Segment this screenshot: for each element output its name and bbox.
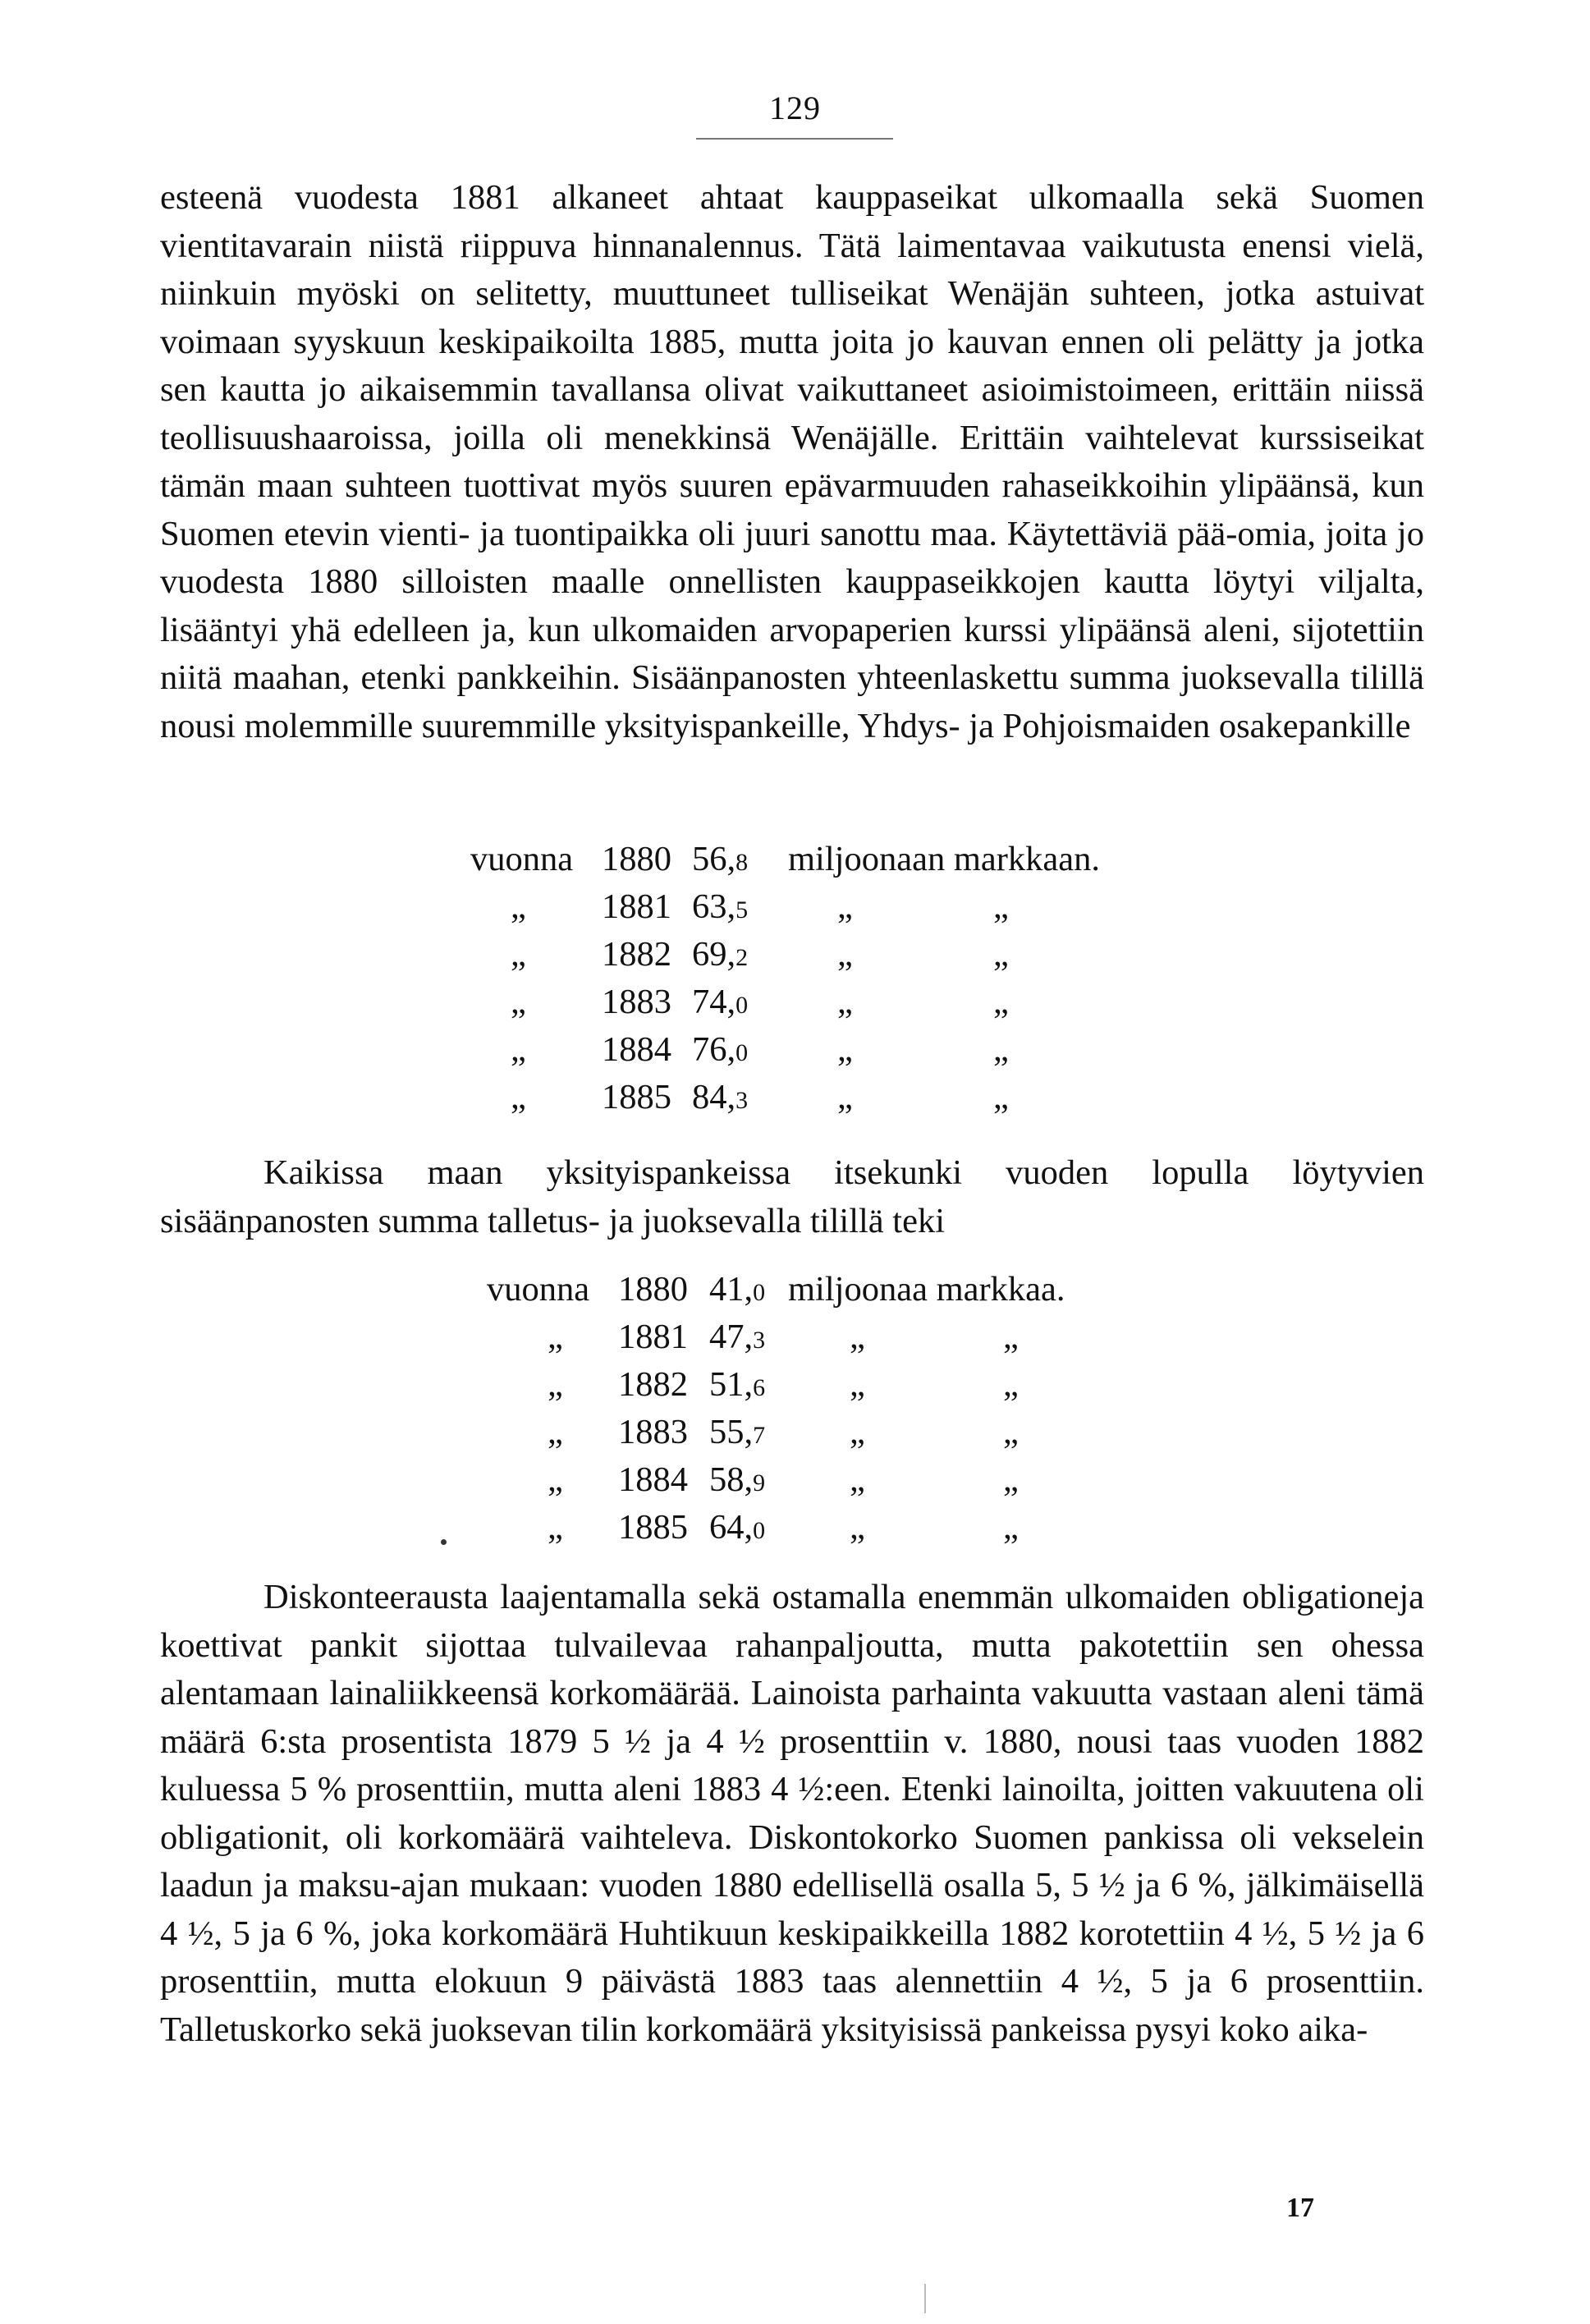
- paragraph-2: Kaikissa maan yksityispankeissa itsekunki vuoden lopulla löytyvien sisäänpanosten summa talletus- ja juoksevalla tilillä teki: [160, 1153, 1424, 1240]
- row-year: 1882: [618, 1365, 688, 1404]
- row-ditto: „: [837, 1078, 853, 1116]
- row-ditto: „: [993, 1078, 1009, 1116]
- row-ditto: „: [850, 1460, 865, 1499]
- row-year: 1884: [602, 1030, 671, 1069]
- row-ditto: „: [850, 1508, 865, 1547]
- row-value: 47,3: [709, 1318, 766, 1356]
- row-value: 74,0: [692, 983, 749, 1021]
- row-value: 55,7: [709, 1413, 766, 1451]
- paragraph-3: Diskonteerausta laajentamalla sekä ostamalla enemmän ulkomaiden obligationeja koettivat pankit sijottaa tulvailevaa rahanpaljoutta, mutta pakotettiin sen ohessa alentamaan lainaliikkeensä korkomäärää. Lainoista parhainta vakuutta vastaan aleni tämä määrä 6:sta prosentista 1879 5 ½ ja 4 ½ prosenttiin v. 1880, nousi taas vuoden 1882 kuluessa 5 % prosenttiin, mutta aleni 1883 4 ½:een. Etenki lainoilta, joitten vakuutena oli obligationit, oli korkomäärä vaihteleva. Diskontokorko Suomen pankissa oli vekselein laadun ja maksu-ajan mukaan: vuoden 1880 edellisellä osalla 5, 5 ½ ja 6 %, jälkimäisellä 4 ½, 5 ja 6 %, joka korkomäärä Huhtikuun keskipaikkeilla 1882 korotettiin 4 ½, 5 ½ ja 6 prosenttiin, mutta elokuun 9 päivästä 1883 taas alennettiin 4 ½, 5 ja 6 prosenttiin. Talletuskorko sekä juoksevan tilin korkomäärä yksityisissä pankeissa pysyi koko aika-: [160, 1578, 1424, 2049]
- row-ditto: „: [837, 1030, 853, 1069]
- row-ditto: „: [993, 1030, 1009, 1069]
- row-unit: miljoonaan markkaan.: [788, 840, 1101, 878]
- row-value: 64,0: [709, 1508, 766, 1547]
- row-year: 1883: [618, 1413, 688, 1451]
- row-ditto: „: [548, 1413, 563, 1451]
- margin-dot: [441, 1539, 447, 1545]
- row-ditto: „: [1003, 1508, 1019, 1547]
- row-label: vuonna: [470, 840, 574, 878]
- row-year: 1881: [618, 1318, 688, 1356]
- row-value: 84,3: [692, 1078, 749, 1116]
- row-value: 51,6: [709, 1365, 766, 1404]
- signature-mark: 17: [1286, 2193, 1314, 2223]
- row-ditto: „: [837, 935, 853, 974]
- row-year: 1881: [602, 887, 671, 926]
- row-ditto: „: [511, 983, 526, 1021]
- scan-edge-mark: [924, 2284, 926, 2313]
- row-ditto: „: [993, 887, 1009, 926]
- row-ditto: „: [850, 1413, 865, 1451]
- row-ditto: „: [837, 983, 853, 1021]
- row-ditto: „: [511, 1078, 526, 1116]
- row-ditto: „: [548, 1318, 563, 1356]
- row-ditto: „: [1003, 1460, 1019, 1499]
- row-ditto: „: [993, 935, 1009, 974]
- row-ditto: „: [850, 1365, 865, 1404]
- row-year: 1882: [602, 935, 671, 974]
- row-unit: miljoonaa markkaa.: [788, 1270, 1065, 1309]
- row-ditto: „: [511, 1030, 526, 1069]
- row-label: vuonna: [487, 1270, 590, 1309]
- row-ditto: „: [548, 1460, 563, 1499]
- row-ditto: „: [1003, 1318, 1019, 1356]
- row-ditto: „: [548, 1508, 563, 1547]
- row-ditto: „: [850, 1318, 865, 1356]
- row-ditto: „: [993, 983, 1009, 1021]
- header-rule: [696, 138, 893, 140]
- page-number: 129: [769, 89, 821, 126]
- row-value: 76,0: [692, 1030, 749, 1069]
- row-ditto: „: [1003, 1365, 1019, 1404]
- row-value: 56,8: [692, 840, 749, 878]
- row-year: 1883: [602, 983, 671, 1021]
- paragraph-1: esteenä vuodesta 1881 alkaneet ahtaat kauppaseikat ulkomaalla sekä Suomen vientitavarain niistä riippuva hinnanalennus. Tätä laimentavaa vaikutusta enensi vielä, niinkuin myöski on selitetty, muuttuneet tulliseikat Wenäjän suhteen, jotka astuivat voimaan syyskuun keskipaikoilta 1885, mutta joita jo kauvan ennen oli pelätty ja jotka sen kautta jo aikaisemmin tavallansa olivat vaikuttaneet asioimistoimeen, erittäin niissä teollisuushaaroissa, joilla oli menekkinsä Wenäjälle. Erittäin vaihtelevat kurssiseikat tämän maan suhteen tuottivat myös suuren epävarmuuden rahaseikkoihin ylipäänsä, kun Suomen etevin vienti- ja tuontipaikka oli juuri sanottu maa. Käytettäviä pää-omia, joita jo vuodesta 1880 silloisten maalle onnellisten kauppaseikkojen kautta löytyi viljalta, lisääntyi yhä edelleen ja, kun ulkomaiden arvopaperien kurssi ylipäänsä aleni, sijotettiin niitä maahan, etenki pankkeihin. Sisäänpanosten yhteenlaskettu summa juoksevalla tilillä nousi molemmille suuremmille yksityispankeille, Yhdys- ja Pohjoismaiden osakepankille: [160, 178, 1424, 745]
- row-value: 41,0: [709, 1270, 766, 1309]
- row-year: 1880: [618, 1270, 688, 1309]
- row-ditto: „: [548, 1365, 563, 1404]
- row-year: 1884: [618, 1460, 688, 1499]
- row-ditto: „: [1003, 1413, 1019, 1451]
- row-value: 58,9: [709, 1460, 766, 1499]
- row-year: 1880: [602, 840, 671, 878]
- row-ditto: „: [511, 935, 526, 974]
- row-value: 69,2: [692, 935, 749, 974]
- row-year: 1885: [618, 1508, 688, 1547]
- row-year: 1885: [602, 1078, 671, 1116]
- row-ditto: „: [511, 887, 526, 926]
- row-value: 63,5: [692, 887, 749, 926]
- row-ditto: „: [837, 887, 853, 926]
